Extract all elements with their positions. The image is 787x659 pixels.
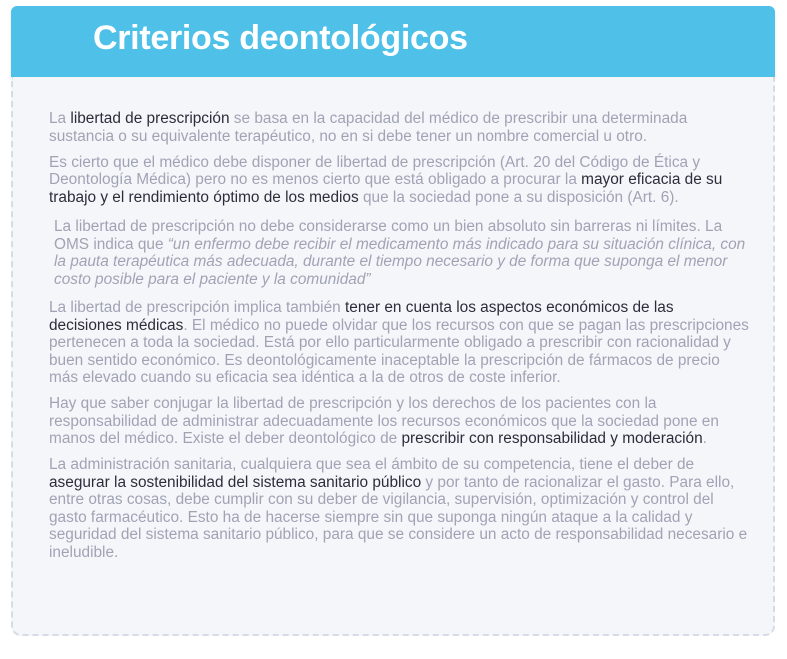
highlight-text: libertad de prescripción [70, 110, 230, 127]
paragraph-text: . [702, 430, 707, 447]
page-title: Criterios deontológicos [93, 19, 468, 57]
paragraph-2 [49, 154, 749, 207]
paragraph-text: y por tanto de racionalizar el gasto. Para ello, entre otras cosas, debe cumplir con su deber de vigilancia, supervisión, optimización y control del gasto farmacéutico. Esto ha de hacerse siempre sin que suponga ningún ataque a la calidad y seguridad del sistema sanitario público, para que se considere un acto de responsabilidad necesario e ineludible. [49, 473, 748, 561]
paragraph-1 [49, 110, 749, 145]
paragraph-text: La libertad de prescripción implica también [49, 299, 345, 316]
paragraph-text: La libertad de prescripción no debe considerarse como un bien absoluto sin barreras ni límites. La OMS indica que [54, 218, 723, 253]
paragraph-text: se basa en la capacidad del médico de prescribir una determinada sustancia o su equivalente terapéutico, no en si debe tener un nombre comercial u otro. [49, 110, 688, 145]
paragraph-text: que la sociedad pone a su disposición (Art. 6). [358, 188, 679, 206]
paragraph-5 [49, 395, 749, 448]
highlight-text: mayor eficacia de su trabajo y el rendimiento óptimo de los medios [49, 171, 723, 206]
paragraph-3 [49, 218, 749, 288]
highlight-text: prescribir con responsabilidad y moderación [401, 430, 703, 447]
highlight-text: tener en cuenta los aspectos económicos de las decisiones médicas [49, 299, 674, 334]
paragraph-text: Hay que saber conjugar la libertad de prescripción y los derechos de los pacientes con la responsabilidad de administrar adecuadamente los recursos económicos que la sociedad pone en manos del médico. Existe el deber deontológico de [49, 395, 719, 447]
card-body [11, 77, 775, 636]
paragraph-text: Es cierto que el médico debe disponer de libertad de prescripción (Art. 20 del Código de Ética y Deontología Médica) pero no es menos cierto que está obligado a procurar la [49, 153, 701, 188]
paragraph-text: La administración sanitaria, cualquiera que sea el ámbito de su competencia, tiene el deber de [49, 456, 695, 473]
criteria-card [11, 6, 775, 636]
paragraph-text: La [49, 110, 71, 127]
article-content [49, 110, 749, 570]
card-header [11, 6, 775, 77]
paragraph-text: . El médico no puede olvidar que los recursos con que se pagan las prescripciones pertenecen a toda la sociedad. Está por ello particularmente obligado a prescribir con racionalidad y buen sentido económico. Es deontológicamente inaceptable la prescripción de fármacos de precio más elevado cuando su eficacia sea idéntica a la de otros de coste inferior. [49, 316, 749, 386]
highlight-text: asegurar la sostenibilidad del sistema sanitario público [49, 473, 422, 491]
paragraph-6 [49, 456, 749, 561]
paragraph-4 [49, 299, 749, 387]
oms-quote: “un enfermo debe recibir el medicamento más indicado para su situación clínica, con la pauta terapéutica más adecuada, durante el tiempo necesario y de forma que suponga el menor costo posible para el paciente y la comunidad” [54, 235, 746, 288]
